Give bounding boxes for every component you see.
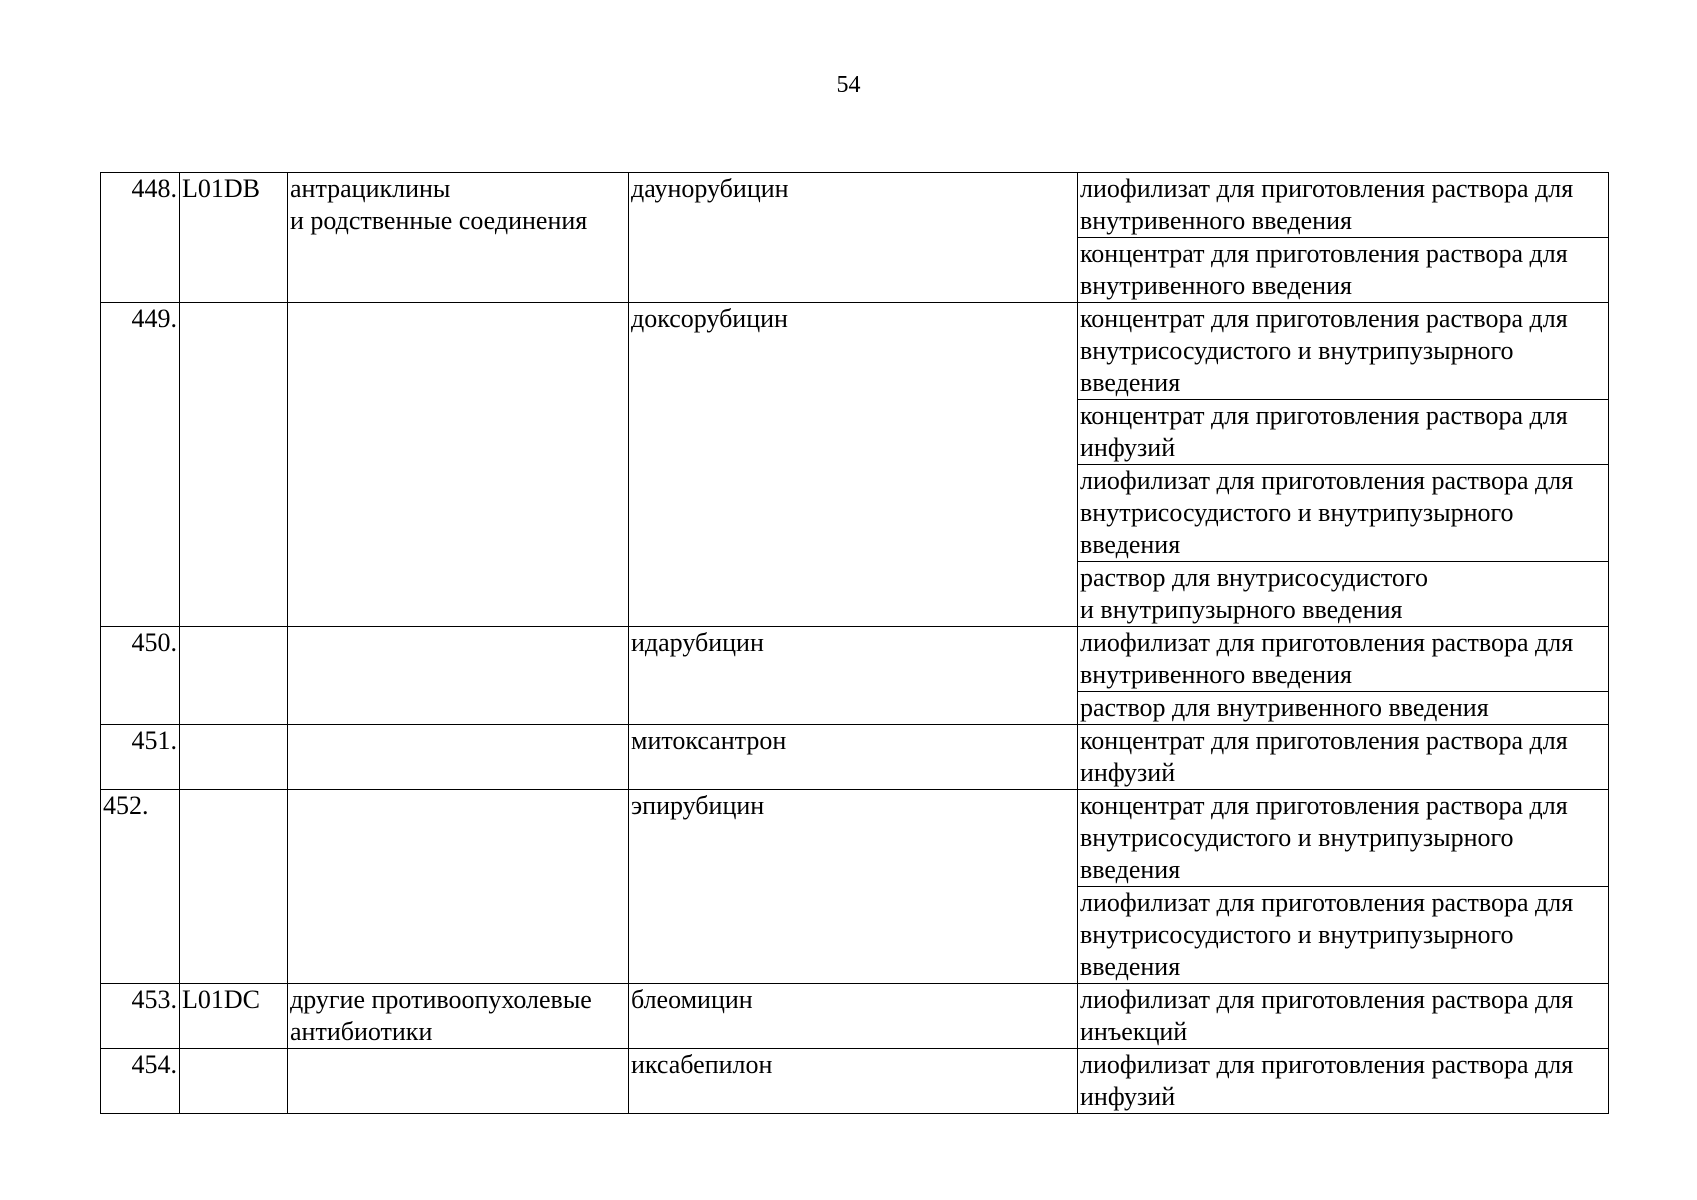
page-number: 54	[836, 72, 861, 98]
pharmacological-group	[288, 1049, 629, 1114]
drug-name: доксорубицин	[629, 303, 1078, 627]
drug-name: эпирубицин	[629, 790, 1078, 984]
dosage-form: лиофилизат для приготовления раствора для внутривенного введения	[1078, 627, 1609, 692]
row-number: 454.	[101, 1049, 180, 1114]
table-row	[101, 790, 1609, 887]
drug-table	[100, 172, 1609, 1114]
dosage-form: концентрат для приготовления раствора для внутрисосудистого и внутрипузырного введения	[1078, 790, 1609, 887]
dosage-form: концентрат для приготовления раствора для внутрисосудистого и внутрипузырного введения	[1078, 303, 1609, 400]
dosage-form: лиофилизат для приготовления раствора для инъекций	[1078, 984, 1609, 1049]
atc-code	[180, 1049, 288, 1114]
row-number: 453.	[101, 984, 180, 1049]
dosage-form: концентрат для приготовления раствора для инфузий	[1078, 725, 1609, 790]
row-number: 450.	[101, 627, 180, 725]
pharmacological-group	[288, 627, 629, 725]
atc-code	[180, 627, 288, 725]
pharmacological-group	[288, 303, 629, 627]
table-row	[101, 627, 1609, 692]
table-row	[101, 303, 1609, 400]
dosage-form: концентрат для приготовления раствора для внутривенного введения	[1078, 238, 1609, 303]
drug-name: блеомицин	[629, 984, 1078, 1049]
dosage-form: лиофилизат для приготовления раствора для инфузий	[1078, 1049, 1609, 1114]
dosage-form: лиофилизат для приготовления раствора для внутривенного введения	[1078, 173, 1609, 238]
drug-name: идарубицин	[629, 627, 1078, 725]
dosage-form: раствор для внутривенного введения	[1078, 692, 1609, 725]
dosage-form: концентрат для приготовления раствора для инфузий	[1078, 400, 1609, 465]
dosage-form: раствор для внутрисосудистого и внутрипузырного введения	[1078, 562, 1609, 627]
atc-code	[180, 303, 288, 627]
atc-code	[180, 790, 288, 984]
row-number: 448.	[101, 173, 180, 303]
pharmacological-group: другие противоопухолевые антибиотики	[288, 984, 629, 1049]
drug-name: даунорубицин	[629, 173, 1078, 303]
atc-code: L01DB	[180, 173, 288, 303]
atc-code: L01DC	[180, 984, 288, 1049]
table-row	[101, 1049, 1609, 1114]
atc-code	[180, 725, 288, 790]
pharmacological-group	[288, 790, 629, 984]
table-row	[101, 725, 1609, 790]
dosage-form: лиофилизат для приготовления раствора для внутрисосудистого и внутрипузырного введения	[1078, 465, 1609, 562]
row-number: 452.	[101, 790, 180, 984]
pharmacological-group: антрациклины и родственные соединения	[288, 173, 629, 303]
row-number: 449.	[101, 303, 180, 627]
dosage-form: лиофилизат для приготовления раствора для внутрисосудистого и внутрипузырного введения	[1078, 887, 1609, 984]
pharmacological-group	[288, 725, 629, 790]
drug-name: митоксантрон	[629, 725, 1078, 790]
table-row	[101, 173, 1609, 238]
row-number: 451.	[101, 725, 180, 790]
table-row	[101, 984, 1609, 1049]
drug-name: иксабепилон	[629, 1049, 1078, 1114]
